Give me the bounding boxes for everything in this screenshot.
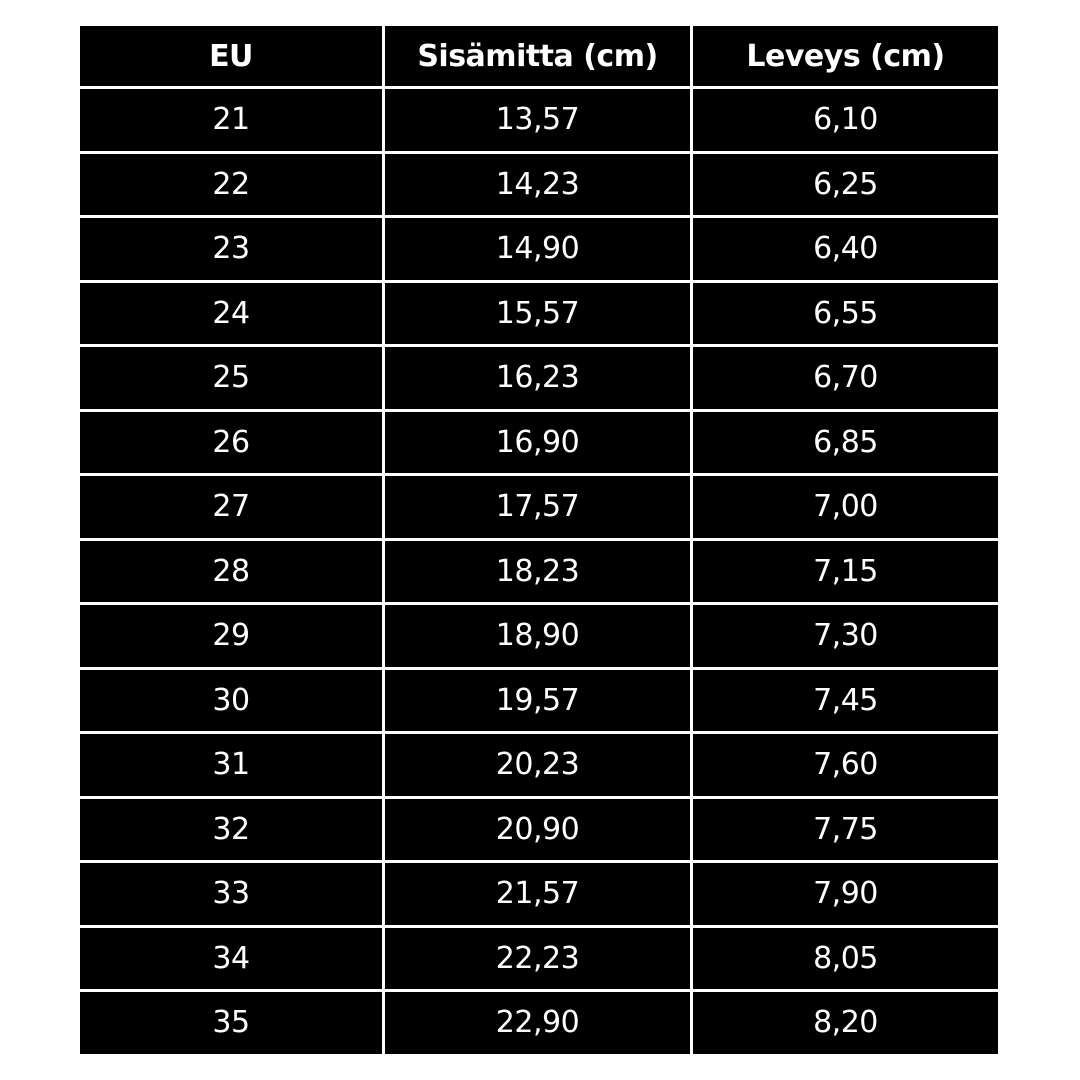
cell-width: 7,00 bbox=[693, 476, 998, 538]
cell-width: 6,25 bbox=[693, 154, 998, 216]
cell-inner-length: 15,57 bbox=[385, 283, 690, 345]
size-chart bbox=[80, 26, 998, 1057]
table-row bbox=[80, 863, 998, 925]
cell-eu: 32 bbox=[80, 799, 382, 861]
table-row bbox=[80, 605, 998, 667]
cell-width: 6,70 bbox=[693, 347, 998, 409]
cell-inner-length: 16,90 bbox=[385, 412, 690, 474]
cell-width: 7,15 bbox=[693, 541, 998, 603]
table-row bbox=[80, 992, 998, 1054]
header-width: Leveys (cm) bbox=[693, 26, 998, 86]
cell-width: 7,90 bbox=[693, 863, 998, 925]
table-row bbox=[80, 347, 998, 409]
cell-inner-length: 17,57 bbox=[385, 476, 690, 538]
table-row bbox=[80, 734, 998, 796]
cell-eu: 25 bbox=[80, 347, 382, 409]
cell-width: 8,05 bbox=[693, 928, 998, 990]
cell-eu: 21 bbox=[80, 89, 382, 151]
cell-inner-length: 21,57 bbox=[385, 863, 690, 925]
table-row bbox=[80, 541, 998, 603]
cell-eu: 24 bbox=[80, 283, 382, 345]
table-row bbox=[80, 670, 998, 732]
size-table bbox=[77, 23, 1001, 1057]
cell-eu: 31 bbox=[80, 734, 382, 796]
table-row bbox=[80, 476, 998, 538]
table-row bbox=[80, 218, 998, 280]
cell-inner-length: 20,23 bbox=[385, 734, 690, 796]
cell-eu: 35 bbox=[80, 992, 382, 1054]
cell-eu: 27 bbox=[80, 476, 382, 538]
cell-eu: 23 bbox=[80, 218, 382, 280]
cell-inner-length: 14,90 bbox=[385, 218, 690, 280]
cell-eu: 33 bbox=[80, 863, 382, 925]
cell-width: 6,85 bbox=[693, 412, 998, 474]
cell-width: 7,30 bbox=[693, 605, 998, 667]
table-row bbox=[80, 154, 998, 216]
cell-inner-length: 16,23 bbox=[385, 347, 690, 409]
table-body bbox=[80, 89, 998, 1054]
table-row bbox=[80, 89, 998, 151]
table-row bbox=[80, 412, 998, 474]
cell-inner-length: 13,57 bbox=[385, 89, 690, 151]
cell-eu: 34 bbox=[80, 928, 382, 990]
cell-inner-length: 18,90 bbox=[385, 605, 690, 667]
cell-eu: 30 bbox=[80, 670, 382, 732]
cell-eu: 28 bbox=[80, 541, 382, 603]
cell-eu: 22 bbox=[80, 154, 382, 216]
table-header-row bbox=[80, 26, 998, 86]
table-row bbox=[80, 799, 998, 861]
cell-width: 7,60 bbox=[693, 734, 998, 796]
cell-eu: 29 bbox=[80, 605, 382, 667]
cell-width: 6,10 bbox=[693, 89, 998, 151]
table-row bbox=[80, 283, 998, 345]
cell-width: 6,55 bbox=[693, 283, 998, 345]
cell-width: 6,40 bbox=[693, 218, 998, 280]
cell-inner-length: 14,23 bbox=[385, 154, 690, 216]
cell-inner-length: 19,57 bbox=[385, 670, 690, 732]
cell-inner-length: 22,23 bbox=[385, 928, 690, 990]
cell-eu: 26 bbox=[80, 412, 382, 474]
cell-width: 8,20 bbox=[693, 992, 998, 1054]
cell-inner-length: 22,90 bbox=[385, 992, 690, 1054]
cell-inner-length: 20,90 bbox=[385, 799, 690, 861]
cell-width: 7,75 bbox=[693, 799, 998, 861]
header-inner-length: Sisämitta (cm) bbox=[385, 26, 690, 86]
table-row bbox=[80, 928, 998, 990]
header-eu: EU bbox=[80, 26, 382, 86]
cell-width: 7,45 bbox=[693, 670, 998, 732]
cell-inner-length: 18,23 bbox=[385, 541, 690, 603]
